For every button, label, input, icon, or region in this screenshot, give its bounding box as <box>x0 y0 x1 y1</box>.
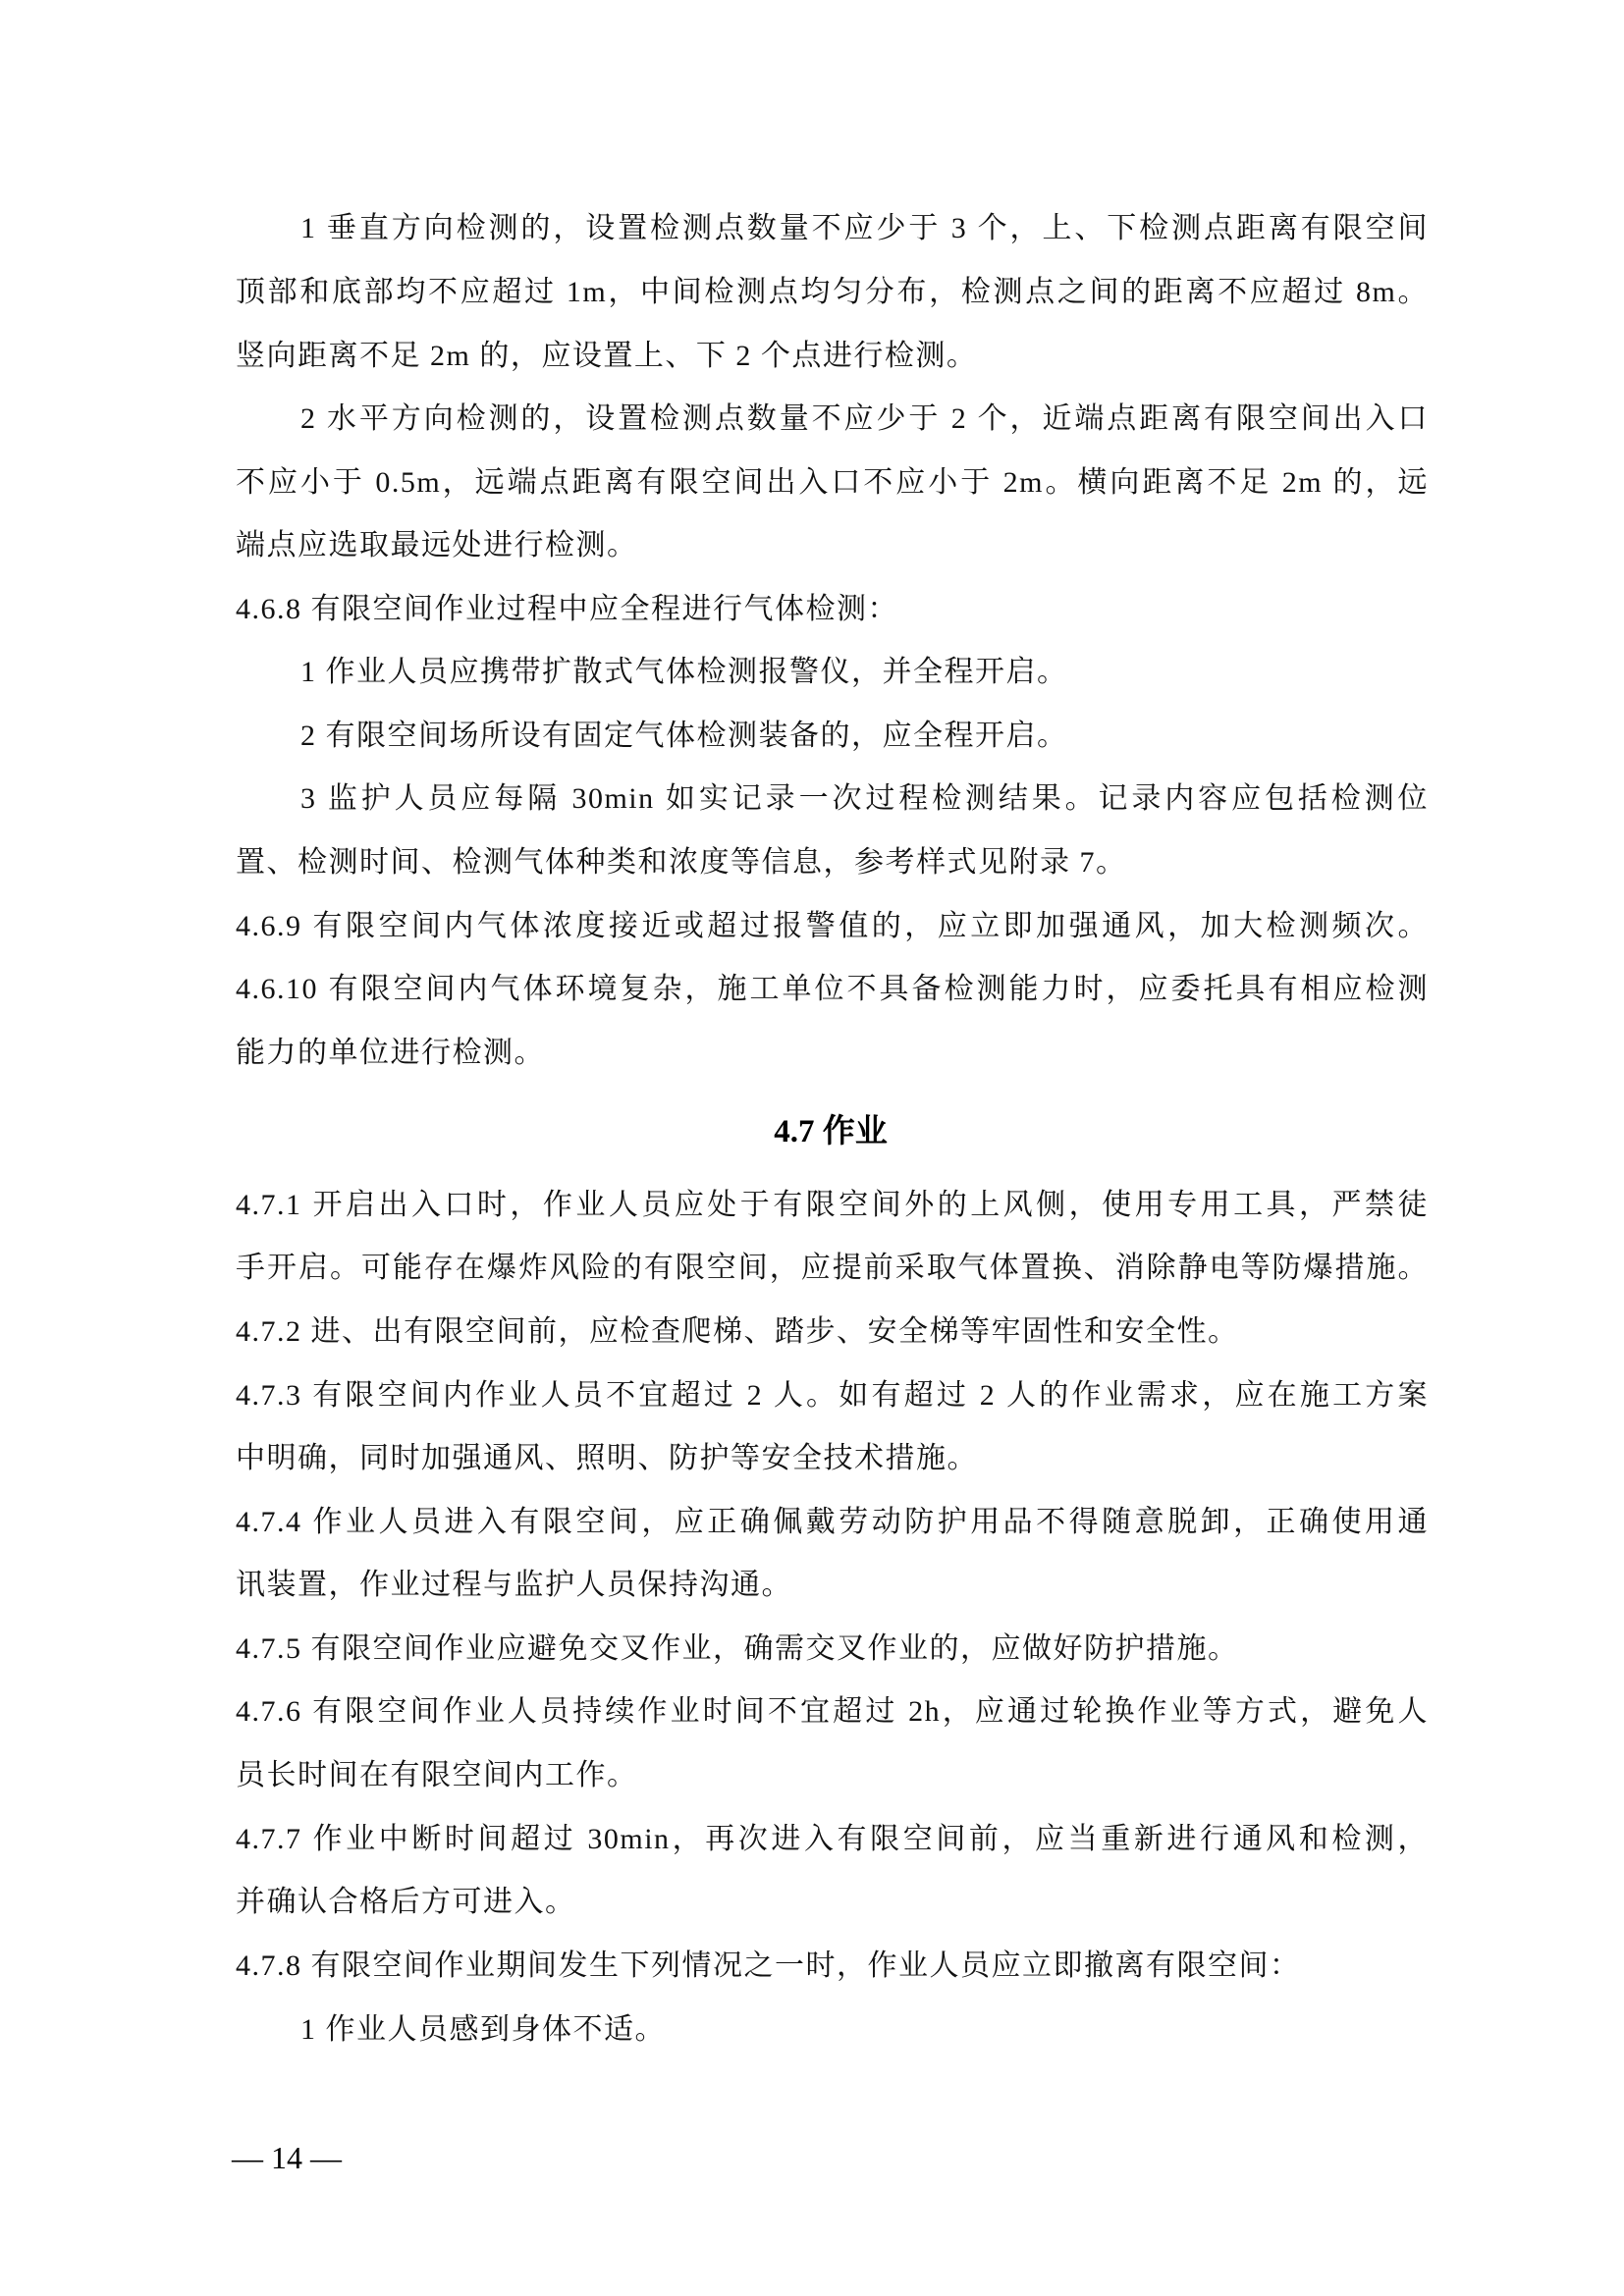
clause-4-6-10: 4.6.10 有限空间内气体环境复杂，施工单位不具备检测能力时，应委托具有相应检测 <box>236 973 1429 1005</box>
clause-4-7-2: 4.7.2 进、出有限空间前，应检查爬梯、踏步、安全梯等牢固性和安全性。 <box>236 1315 1239 1348</box>
clause-4-7-4: 4.7.4 作业人员进入有限空间，应正确佩戴劳动防护用品不得随意脱卸，正确使用通 <box>236 1506 1429 1538</box>
paragraph-line: 顶部和底部均不应超过 1m，中间检测点均匀分布，检测点之间的距离不应超过 8m。 <box>236 276 1429 308</box>
paragraph-line: 员长时间在有限空间内工作。 <box>236 1759 638 1791</box>
clause-4-7-3: 4.7.3 有限空间内作业人员不宜超过 2 人。如有超过 2 人的作业需求，应在施工方案 <box>236 1379 1429 1412</box>
page-number: — 14 — <box>232 2140 342 2175</box>
clause-4-6-8: 4.6.8 有限空间作业过程中应全程进行气体检测： <box>236 593 898 625</box>
paragraph-line: 1 垂直方向检测的，设置检测点数量不应少于 3 个，上、下检测点距离有限空间 <box>300 212 1429 244</box>
paragraph-line: 手开启。可能存在爆炸风险的有限空间，应提前采取气体置换、消除静电等防爆措施。 <box>236 1252 1429 1284</box>
paragraph-line: 1 作业人员感到身体不适。 <box>300 2013 666 2046</box>
clause-4-7-5: 4.7.5 有限空间作业应避免交叉作业，确需交叉作业的，应做好防护措施。 <box>236 1632 1239 1665</box>
paragraph-line: 不应小于 0.5m，远端点距离有限空间出入口不应小于 2m。横向距离不足 2m 的，远 <box>236 466 1429 499</box>
paragraph-line: 竖向距离不足 2m 的，应设置上、下 2 个点进行检测。 <box>236 340 978 372</box>
paragraph-line: 中明确，同时加强通风、照明、防护等安全技术措施。 <box>236 1442 978 1474</box>
paragraph-line: 置、检测时间、检测气体种类和浓度等信息，参考样式见附录 7。 <box>236 846 1127 879</box>
paragraph-line: 讯装置，作业过程与监护人员保持沟通。 <box>236 1569 792 1601</box>
paragraph-line: 3 监护人员应每隔 30min 如实记录一次过程检测结果。记录内容应包括检测位 <box>300 782 1429 815</box>
clause-4-7-1: 4.7.1 开启出入口时，作业人员应处于有限空间外的上风侧，使用专用工具，严禁徒 <box>236 1189 1429 1221</box>
section-heading: 4.7 作业 <box>774 1114 888 1149</box>
paragraph-line: 2 水平方向检测的，设置检测点数量不应少于 2 个，近端点距离有限空间出入口 <box>300 402 1429 435</box>
paragraph-line: 并确认合格后方可进入。 <box>236 1886 576 1918</box>
paragraph-line: 能力的单位进行检测。 <box>236 1037 545 1069</box>
clause-4-7-8: 4.7.8 有限空间作业期间发生下列情况之一时，作业人员应立即撤离有限空间： <box>236 1949 1301 1982</box>
clause-4-6-9: 4.6.9 有限空间内气体浓度接近或超过报警值的，应立即加强通风，加大检测频次。 <box>236 910 1429 942</box>
clause-4-7-7: 4.7.7 作业中断时间超过 30min，再次进入有限空间前，应当重新进行通风和检测， <box>236 1823 1429 1855</box>
clause-4-7-6: 4.7.6 有限空间作业人员持续作业时间不宜超过 2h，应通过轮换作业等方式，避免人 <box>236 1695 1429 1728</box>
paragraph-line: 2 有限空间场所设有固定气体检测装备的，应全程开启。 <box>300 720 1068 752</box>
paragraph-line: 端点应选取最远处进行检测。 <box>236 529 638 561</box>
paragraph-line: 1 作业人员应携带扩散式气体检测报警仪，并全程开启。 <box>300 656 1068 688</box>
